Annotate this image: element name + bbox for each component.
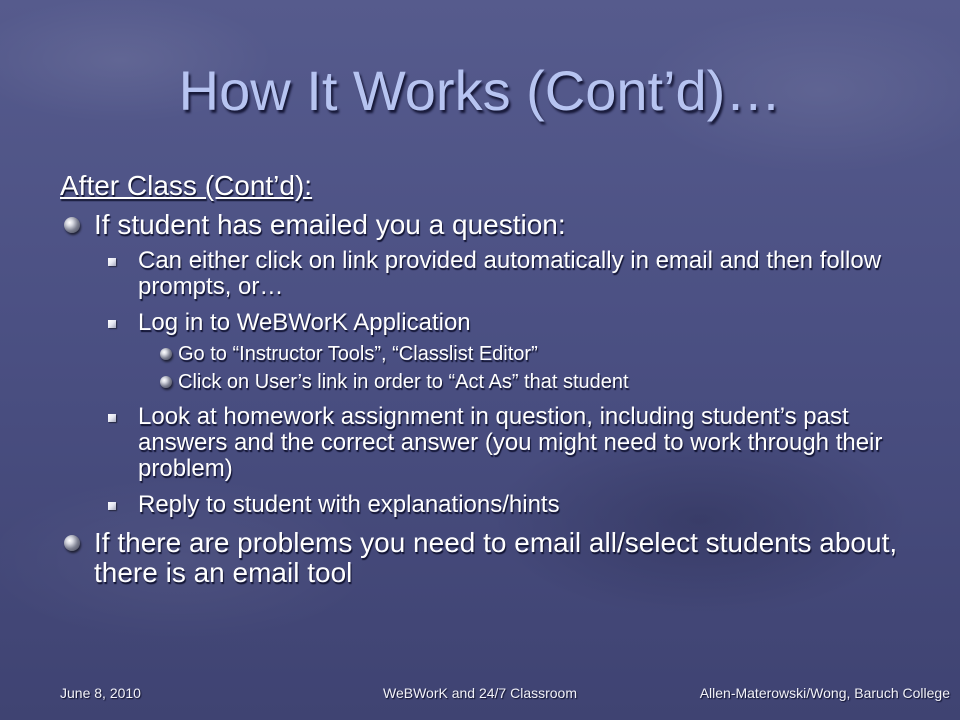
bullet-item (60, 528, 910, 588)
footer-authors: Allen-Materowski/Wong, Baruch College (699, 685, 950, 701)
section-heading: After Class (Cont’d): (60, 170, 313, 201)
sub-bullet-text: Can either click on link provided automatically in email and then follow prompts, or… (138, 247, 882, 300)
slide-title: How It Works (Cont’d)… (178, 59, 782, 122)
sub-bullet-text: Look at homework assignment in question, including student’s past answers and the correct answer (you might need to work through their problem) (138, 403, 883, 482)
square-bullet-icon (108, 320, 116, 328)
sub-sub-bullet-text: Click on User’s link in order to “Act As” that student (178, 371, 629, 393)
sub-bullet-item (60, 248, 910, 300)
orb-bullet-icon (64, 535, 80, 551)
footer-date: June 8, 2010 (60, 685, 141, 701)
sub-bullet-text: Reply to student with explanations/hints (138, 491, 560, 518)
bullet-text: If student has emailed you a question: (94, 209, 566, 240)
sub-bullet-item (60, 492, 910, 518)
square-bullet-icon (108, 502, 116, 510)
square-bullet-icon (108, 414, 116, 422)
bullet-text: If there are problems you need to email all/select students about, there is an email tool (94, 527, 898, 588)
orb-bullet-icon (160, 348, 172, 360)
sub-bullet-item (60, 404, 910, 482)
sub-sub-bullet-item (60, 370, 910, 394)
sub-sub-bullet-text: Go to “Instructor Tools”, “Classlist Editor” (178, 343, 538, 365)
sub-sub-bullet-item (60, 342, 910, 366)
orb-bullet-icon (160, 376, 172, 388)
sub-bullet-item (60, 310, 910, 336)
footer-title: WeBWorK and 24/7 Classroom (382, 685, 577, 701)
sub-bullet-text: Log in to WeBWorK Application (138, 309, 471, 336)
square-bullet-icon (108, 258, 116, 266)
bullet-item (60, 210, 910, 240)
slide-content (60, 168, 910, 596)
orb-bullet-icon (64, 217, 80, 233)
